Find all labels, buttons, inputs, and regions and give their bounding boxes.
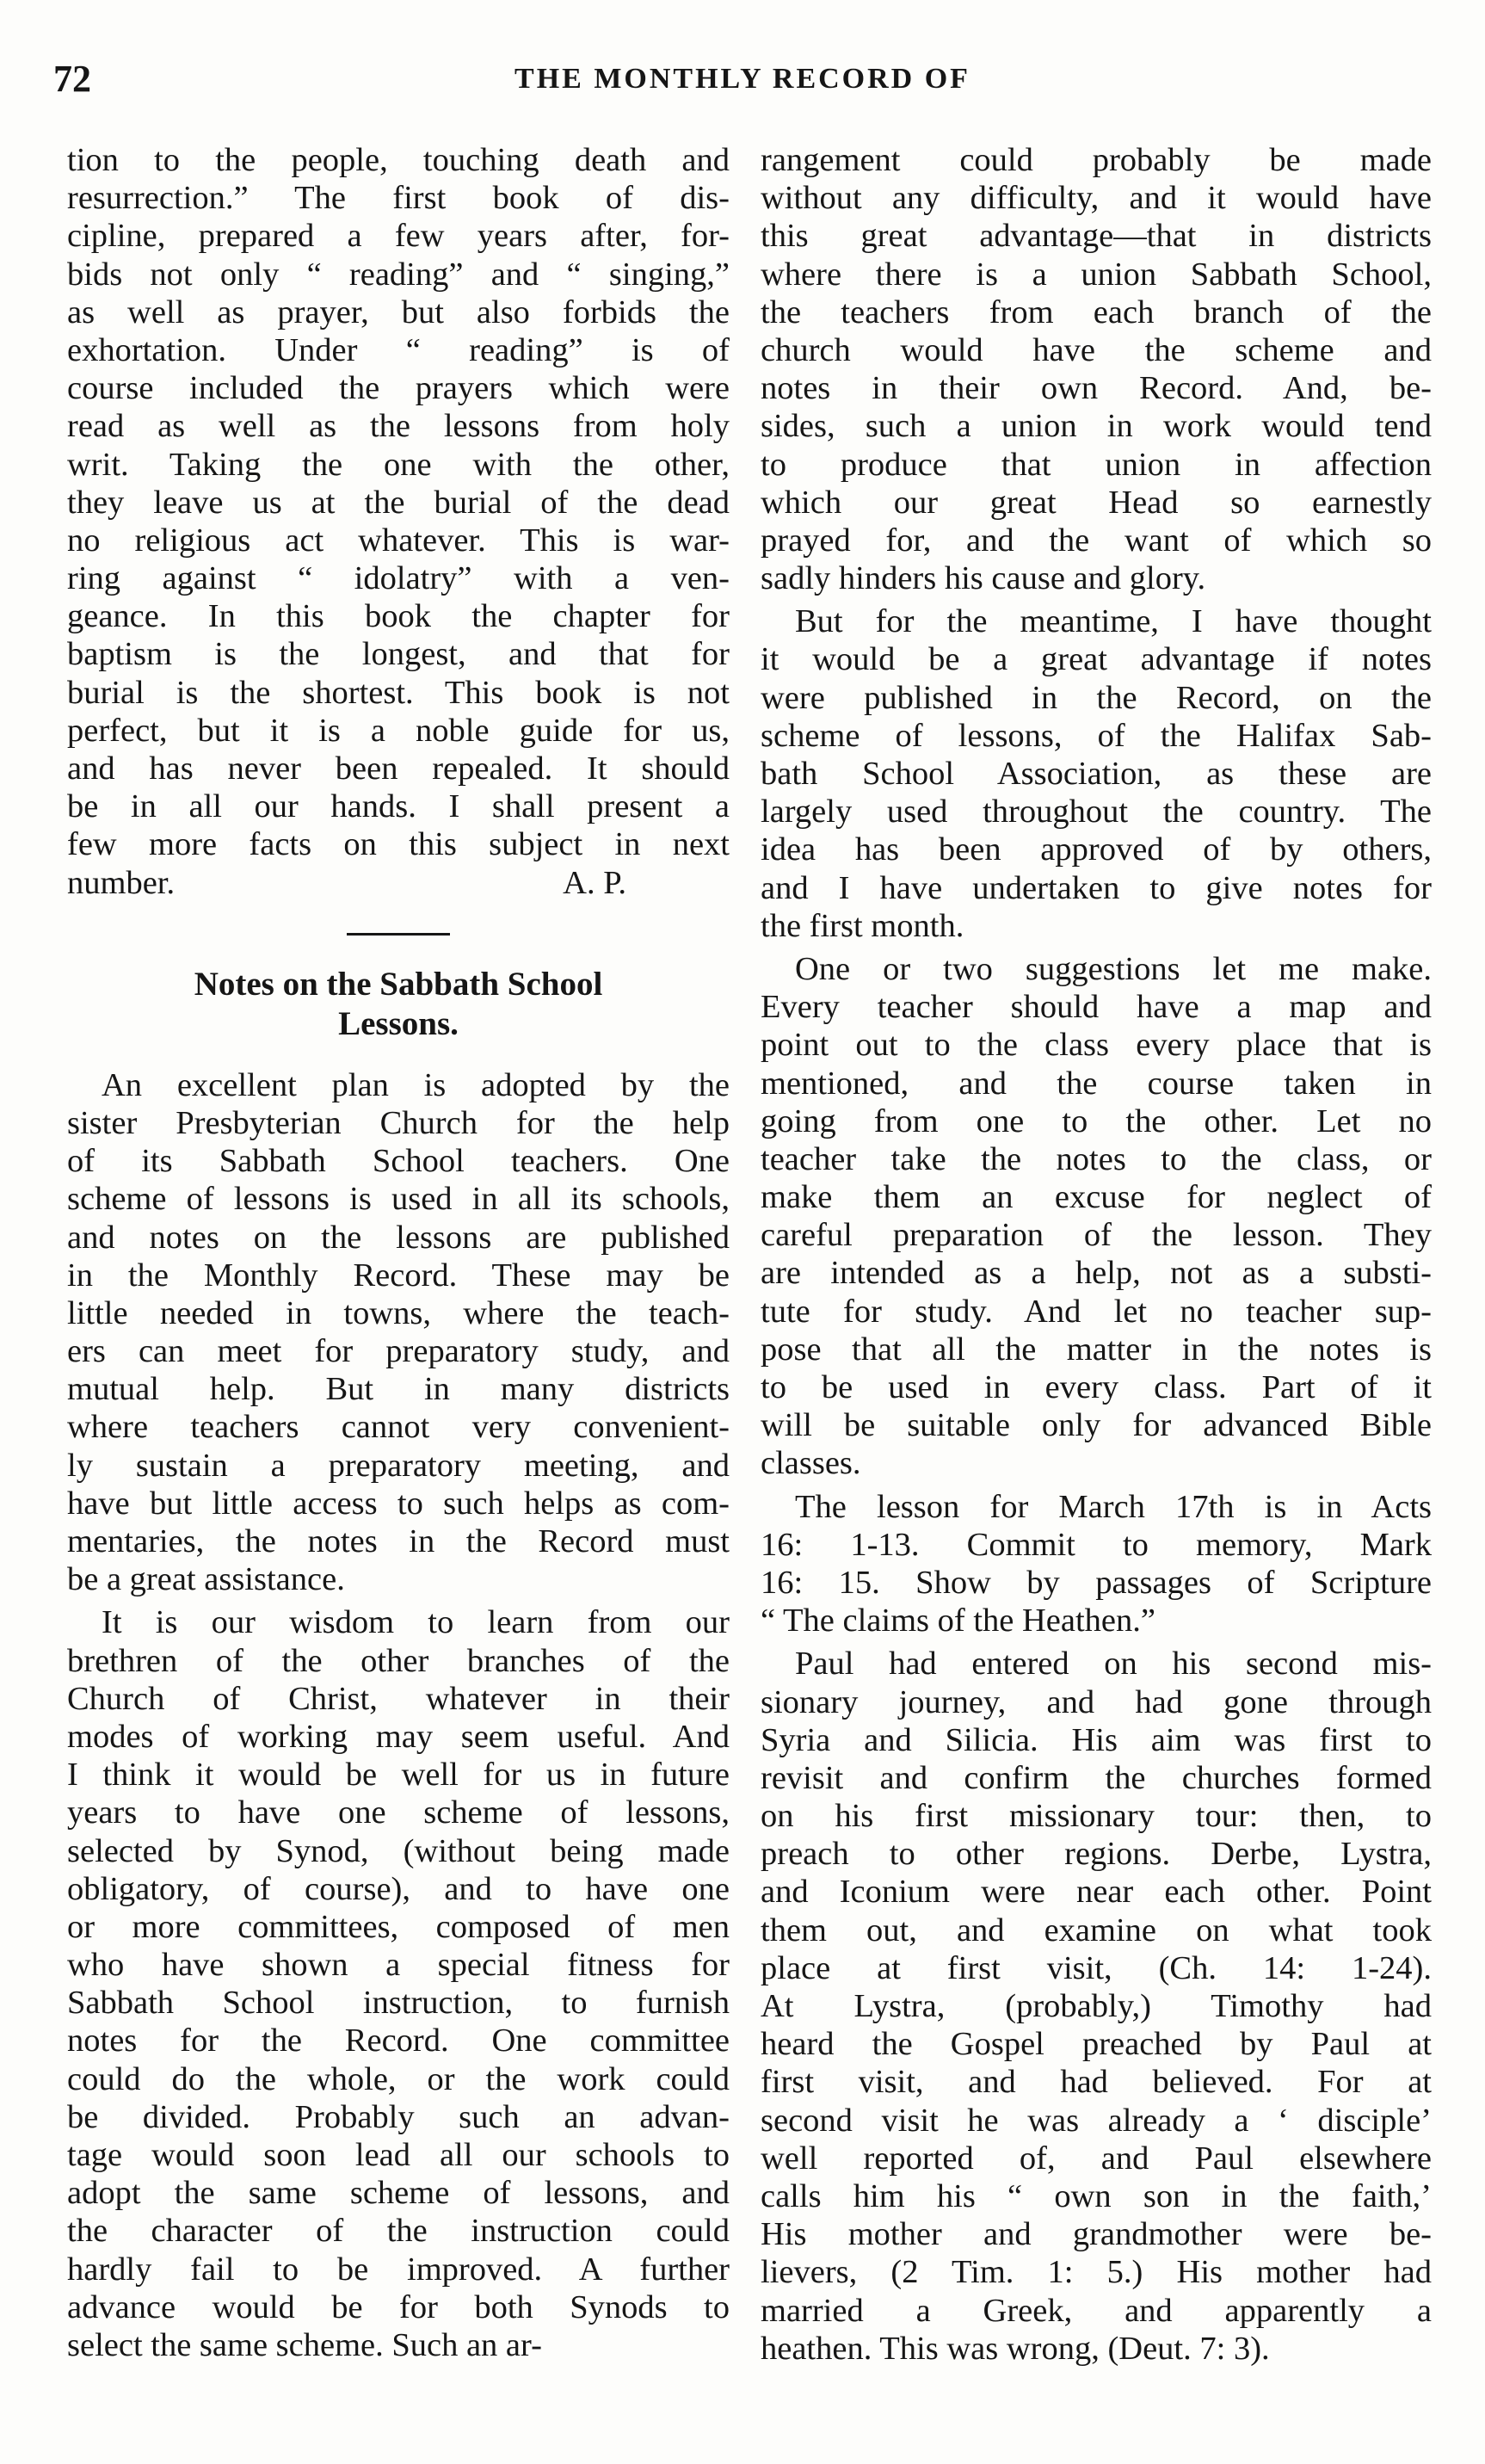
text-line: or more committees, composed of men <box>67 1908 730 1945</box>
text-line: idea has been approved of by others, <box>761 831 1432 868</box>
text-line: resurrection.” The first book of dis- <box>67 180 730 217</box>
text-line: which our great Head so earnestly <box>761 484 1432 521</box>
text-line: rangement could probably be made <box>761 142 1432 178</box>
text-line: them out, and examine on what took <box>761 1911 1432 1948</box>
text-line: and notes on the lessons are published <box>67 1219 730 1256</box>
text-line: preach to other regions. Derbe, Lystra, <box>761 1836 1432 1873</box>
text-line: sides, such a union in work would tend <box>761 408 1432 445</box>
text-line: this great advantage—that in districts <box>761 218 1432 255</box>
text-line: exhortation. Under “ reading” is of <box>67 331 730 368</box>
text-line: It is our wisdom to learn from our <box>102 1604 730 1641</box>
article-paragraph-2-continued <box>761 141 1432 597</box>
text-line: be a great assistance. <box>67 1561 345 1598</box>
text-line: heathen. This was wrong, (Deut. 7: 3). <box>761 2330 1270 2367</box>
text-line: place at first visit, (Ch. 14: 1-24). <box>761 1949 1432 1986</box>
text-line: perfect, but it is a noble guide for us, <box>67 712 730 749</box>
text-line: ring against “ idolatry” with a ven- <box>67 560 730 597</box>
section-divider <box>347 933 450 936</box>
text-line: advance would be for both Synods to <box>67 2288 730 2325</box>
text-line: to be used in every class. Part of it <box>761 1369 1432 1405</box>
text-line: of its Sabbath School teachers. One <box>67 1143 730 1180</box>
left-column <box>67 141 730 2364</box>
signature-line <box>67 864 730 902</box>
text-line: church would have the scheme and <box>761 331 1432 368</box>
text-line: calls him his “ own son in the faith,’ <box>761 2177 1432 2214</box>
text-line: few more facts on this subject in next <box>67 826 730 863</box>
article-paragraph-2 <box>67 1603 730 2364</box>
text-line: to produce that union in affection <box>761 446 1432 483</box>
text-line: bids not only “ reading” and “ singing,” <box>67 256 730 293</box>
text-line: have but little access to such helps as com- <box>67 1485 730 1522</box>
text-line: But for the meantime, I have thought <box>795 603 1432 640</box>
text-line: course included the prayers which were <box>67 370 730 407</box>
text-line: on his first missionary tour: then, to <box>761 1798 1432 1835</box>
text-line: mentioned, and the course taken in <box>761 1065 1432 1102</box>
text-line: and has never been repealed. It should <box>67 750 730 787</box>
article-paragraph-4 <box>761 950 1432 1483</box>
text-line: ers can meet for preparatory study, and <box>67 1333 730 1370</box>
text-line: I think it would be well for us in future <box>67 1757 730 1794</box>
text-line: sionary journey, and had gone through <box>761 1683 1432 1720</box>
text-line: scheme of lessons, of the Halifax Sab- <box>761 717 1432 754</box>
text-line: The lesson for March 17th is in Acts <box>795 1488 1432 1525</box>
text-line: tute for study. And let no teacher sup- <box>761 1293 1432 1330</box>
text-line: it would be a great advantage if notes <box>761 641 1432 678</box>
text-line: “ The claims of the Heathen.” <box>761 1603 1155 1640</box>
text-line: sadly hinders his cause and glory. <box>761 560 1206 597</box>
text-line: geance. In this book the chapter for <box>67 598 730 635</box>
page-header <box>0 53 1485 105</box>
text-line: without any difficulty, and it would have <box>761 180 1432 217</box>
text-line: classes. <box>761 1445 861 1482</box>
left-top-paragraph <box>67 141 730 864</box>
text-line: be divided. Probably such an advan- <box>67 2098 730 2135</box>
text-line: are intended as a help, not as a substi- <box>761 1255 1432 1292</box>
text-line: where teachers cannot very convenient- <box>67 1409 730 1446</box>
text-line: prayed for, and the want of which so <box>761 522 1432 559</box>
text-line: heard the Gospel preached by Paul at <box>761 2026 1432 2063</box>
text-line: first visit, and had believed. For at <box>761 2064 1432 2101</box>
text-line: burial is the shortest. This book is not <box>67 674 730 711</box>
text-line: the teachers from each branch of the <box>761 293 1432 330</box>
text-line: read as well as the lessons from holy <box>67 408 730 445</box>
text-line: tion to the people, touching death and <box>67 142 730 178</box>
text-line: and Iconium were near each other. Point <box>761 1874 1432 1911</box>
text-line: At Lystra, (probably,) Timothy had <box>761 1988 1432 2024</box>
text-line: ly sustain a preparatory meeting, and <box>67 1447 730 1484</box>
text-line: bath School Association, as these are <box>761 756 1432 792</box>
text-line: mutual help. But in many districts <box>67 1371 730 1408</box>
signature-author: A. P. <box>563 864 626 901</box>
text-line: be in all our hands. I shall present a <box>67 788 730 825</box>
text-line: going from one to the other. Let no <box>761 1102 1432 1139</box>
text-line: cipline, prepared a few years after, for- <box>67 218 730 255</box>
text-line: Syria and Silicia. His aim was first to <box>761 1721 1432 1758</box>
text-line: baptism is the longest, and that for <box>67 636 730 673</box>
text-line: largely used throughout the country. The <box>761 794 1432 831</box>
text-line: they leave us at the burial of the dead <box>67 484 730 521</box>
text-line: married a Greek, and apparently a <box>761 2292 1432 2329</box>
text-line: selected by Synod, (without being made <box>67 1832 730 1869</box>
text-line: were published in the Record, on the <box>761 679 1432 716</box>
text-line: Sabbath School instruction, to furnish <box>67 1985 730 2022</box>
text-line: and I have undertaken to give notes for <box>761 869 1432 906</box>
text-line: notes in their own Record. And, be- <box>761 370 1432 407</box>
text-line: scheme of lessons is used in all its schools, <box>67 1181 730 1218</box>
text-line: hardly fail to be improved. A further <box>67 2251 730 2288</box>
text-line: as well as prayer, but also forbids the <box>67 293 730 330</box>
text-line: in the Monthly Record. These may be <box>67 1257 730 1294</box>
text-line: writ. Taking the one with the other, <box>67 446 730 483</box>
text-line: the first month. <box>761 907 964 944</box>
text-line: Paul had entered on his second mis- <box>795 1646 1432 1683</box>
text-line: 16: 15. Show by passages of Scripture <box>761 1564 1432 1601</box>
text-line: careful preparation of the lesson. They <box>761 1217 1432 1254</box>
article-paragraph-3 <box>761 602 1432 945</box>
running-title: THE MONTHLY RECORD OF <box>515 63 970 95</box>
text-line: years to have one scheme of lessons, <box>67 1794 730 1831</box>
text-line: where there is a union Sabbath School, <box>761 256 1432 293</box>
text-line: could do the whole, or the work could <box>67 2060 730 2097</box>
article-heading-line-2: Lessons. <box>338 1004 459 1042</box>
text-line: 16: 1-13. Commit to memory, Mark <box>761 1526 1432 1563</box>
text-line: His mother and grandmother were be- <box>761 2216 1432 2253</box>
text-line: obligatory, of course), and to have one <box>67 1870 730 1907</box>
text-line: mentaries, the notes in the Record must <box>67 1523 730 1559</box>
text-line: sister Presbyterian Church for the help <box>67 1104 730 1141</box>
text-line: An excellent plan is adopted by the <box>102 1066 730 1103</box>
article-paragraph-5 <box>761 1488 1432 1640</box>
text-line: Every teacher should have a map and <box>761 989 1432 1026</box>
text-line: revisit and confirm the churches formed <box>761 1759 1432 1796</box>
text-line: adopt the same scheme of lessons, and <box>67 2175 730 2212</box>
text-line: notes for the Record. One committee <box>67 2022 730 2060</box>
text-line: make them an excuse for neglect of <box>761 1179 1432 1216</box>
signature-lead: number. <box>67 864 176 901</box>
text-line: tage would soon lead all our schools to <box>67 2137 730 2173</box>
text-line: who have shown a special fitness for <box>67 1947 730 1984</box>
text-line: pose that all the matter in the notes is <box>761 1331 1432 1368</box>
text-line: second visit he was already a ‘ disciple’ <box>761 2102 1432 2139</box>
article-paragraph-1 <box>67 1066 730 1599</box>
text-line: little needed in towns, where the teach- <box>67 1294 730 1331</box>
text-line: teacher take the notes to the class, or <box>761 1140 1432 1177</box>
text-line: no religious act whatever. This is war- <box>67 522 730 559</box>
right-column <box>761 141 1432 2368</box>
text-line: well reported of, and Paul elsewhere <box>761 2140 1432 2177</box>
article-paragraph-6 <box>761 1645 1432 2368</box>
page-number: 72 <box>53 58 91 100</box>
text-line: Church of Christ, whatever in their <box>67 1680 730 1717</box>
article-heading-line-1: Notes on the Sabbath School <box>194 965 603 1003</box>
text-line: select the same scheme. Such an ar- <box>67 2326 542 2363</box>
text-line: modes of working may seem useful. And <box>67 1718 730 1755</box>
text-line: One or two suggestions let me make. <box>795 950 1432 987</box>
text-line: brethren of the other branches of the <box>67 1642 730 1679</box>
text-line: lievers, (2 Tim. 1: 5.) His mother had <box>761 2254 1432 2291</box>
text-line: will be suitable only for advanced Bible <box>761 1407 1432 1444</box>
text-line: point out to the class every place that is <box>761 1027 1432 1064</box>
text-line: the character of the instruction could <box>67 2213 730 2250</box>
